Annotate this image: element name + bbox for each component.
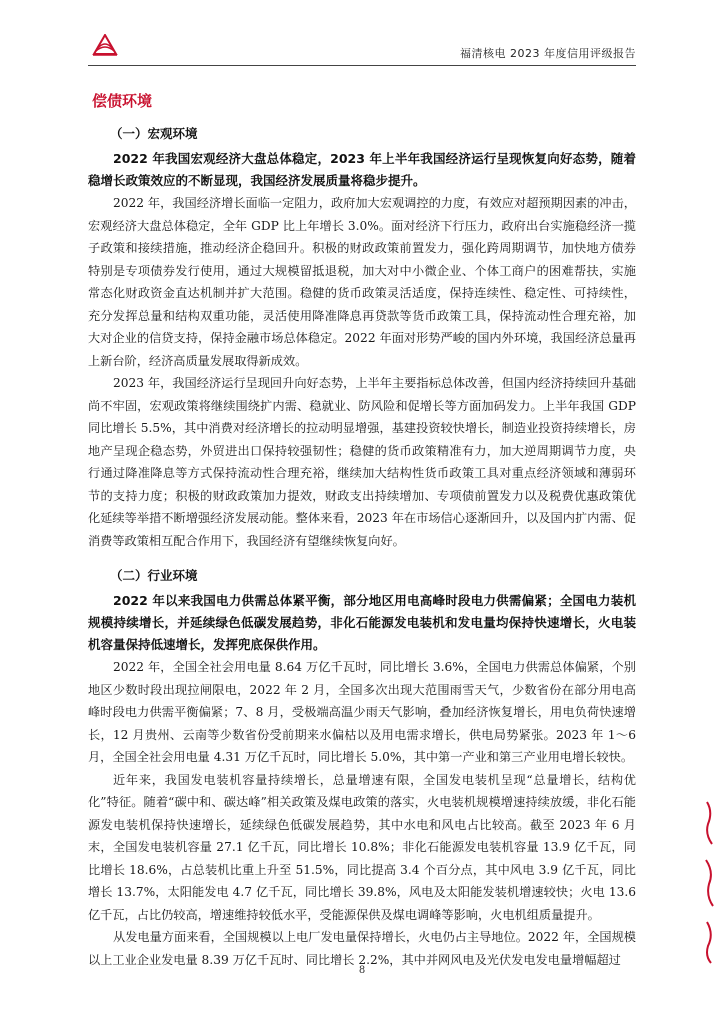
section-title: 偿债环境 [92, 92, 153, 110]
industry-lead-paragraph: 2022 年以来我国电力供需总体紧平衡，部分地区用电高峰时段电力供需偏紧；全国电力装机规模持续增长，并延续绿色低碳发展趋势，非化石能源发电装机和发电量均保持快速增长，火电装机容量保持低速增长，发挥兜底保供作用。 [88, 593, 636, 652]
industry-paragraph-3: 从发电量方面来看，全国规模以上电厂发电量保持增长，火电仍占主导地位。2022 年，全国规模以上工业企业发电量 8.39 万亿千瓦时、同比增长 2.2%，其中并网风电及光伏发电发电量增幅超过 [88, 930, 636, 967]
company-logo-icon [92, 34, 118, 56]
section-gap [88, 552, 636, 566]
page-header [88, 30, 636, 66]
report-title: 福清核电 2023 年度信用评级报告 [460, 47, 636, 60]
document-body [88, 124, 636, 971]
industry-paragraph-1: 2022 年，全国全社会用电量 8.64 万亿千瓦时，同比增长 3.6%，全国电力供需总体偏紧，个别地区少数时段出现拉闸限电，2022 年 2 月，全国多次出现大范围雨雪天气，少数省份在部分用电高峰时段电力供需平衡偏紧；7、8 月，受极端高温少雨天气影响，叠加经济恢复增长，用电负荷快速增长，12 月贵州、云南等少数省份受前期来水偏枯以及用电需求增长，供电局势紧张。2023 年 1～6 月，全国全社会用电量 4.31 万亿千瓦时，同比增长 5.0%，其中第一产业和第三产业用电增长较快。 [88, 660, 636, 764]
header-divider [88, 65, 636, 66]
industry-paragraph-2: 近年来，我国发电装机容量持续增长，总量增速有限，全国发电装机呈现“总量增长，结构优化”特征。随着“碳中和、碳达峰”相关政策及煤电政策的落实，火电装机规模增速持续放缓，非化石能源发电装机保持快速增长，延续绿色低碳发展趋势，其中水电和风电占比较高。截至 2023 年 6 月末，全国发电装机容量 27.1 亿千瓦，同比增长 10.8%；非化石能源发电装机容量 13.9 亿千瓦，同比增长 18.6%，占总装机比重上升至 51.5%，同比提高 3.4 个百分点，其中风电 3.9 亿千瓦，同比增长 13.7%，太阳能发电 4.7 亿千瓦，同比增长 39.8%，风电及太阳能发装机增速较快；火电 13.6 亿千瓦，占比仍较高，增速维持较低水平，受能源保供及煤电调峰等影响，火电机组质量提升。 [88, 772, 636, 922]
macro-paragraph-2: 2023 年，我国经济运行呈现回升向好态势，上半年主要指标总体改善，但国内经济持续回升基础尚不牢固，宏观政策将继续围绕扩内需、稳就业、防风险和促增长等方面加码发力。上半年我国 GDP 同比增长 5.5%，其中消费对经济增长的拉动明显增强，基建投资较快增长，制造业投资持续增长，房地产呈现企稳态势，外贸进出口保持较强韧性；稳健的货币政策精准有力，加大逆周期调节力度，央行通过降准降息等方式保持流动性合理充裕，继续加大结构性货币政策工具对重点经济领域和薄弱环节的支持力度；积极的财政政策加力提效，财政支出持续增加、专项债前置发力以及税费优惠政策优化延续等举措不断增强经济发展动能。整体来看，2023 年在市场信心逐渐回升，以及国内扩内需、促消费等政策相互配合作用下，我国经济有望继续恢复向好。 [88, 376, 636, 548]
macro-paragraph-1: 2022 年，我国经济增长面临一定阻力，政府加大宏观调控的力度，有效应对超预期因素的冲击，宏观经济大盘总体稳定，全年 GDP 比上年增长 3.0%。面对经济下行压力，政府出台实施稳经济一揽子政策和接续措施，推动经济企稳回升。积极的财政政策前置发力，强化跨周期调节，加快地方债券特别是专项债券发行使用，通过大规模留抵退税，加大对中小微企业、个体工商户的困难帮扶，实施常态化财政资金直达机制并扩大范围。稳健的货币政策灵活适度，保持连续性、稳定性、可持续性，充分发挥总量和结构双重功能，灵活使用降准降息再贷款等货币政策工具，保持流动性合理充裕，加大对企业的信贷支持，保持金融市场总体稳定。2022 年面对形势严峻的国内外环境，我国经济总量再上新台阶，经济高质量发展取得新成效。 [88, 196, 636, 368]
industry-heading: （二）行业环境 [110, 568, 198, 583]
page-number: 8 [358, 965, 366, 976]
macro-lead-paragraph: 2022 年我国宏观经济大盘总体稳定，2023 年上半年我国经济运行呈现恢复向好态势，随着稳增长政策效应的不断显现，我国经济发展质量将稳步提升。 [88, 151, 636, 188]
seal-stamp-icon [704, 800, 716, 965]
macro-heading: （一）宏观环境 [110, 126, 198, 141]
